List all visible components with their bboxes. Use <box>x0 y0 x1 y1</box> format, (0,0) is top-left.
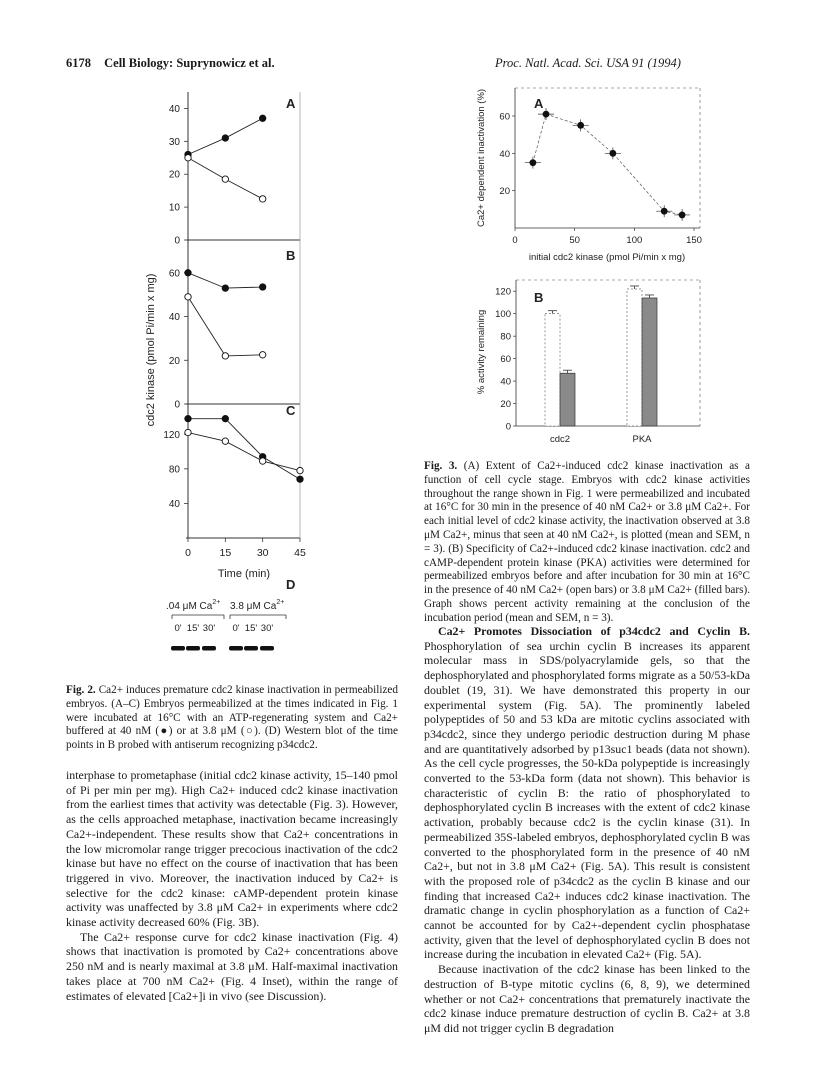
data-point-filled <box>222 415 228 421</box>
series-line <box>188 297 263 356</box>
y-tick-label: 20 <box>168 169 180 181</box>
body-paragraph: interphase to prometaphase (initial cdc2 kinase activity, 15–140 pmol of Pi per min per mg). High Ca2+ induced cdc2 kinase inactivation from the earliest times that activity was detectable (Fig. 3). However, as the cells approached metaphase, inactivation became increasingly Ca2+-independent. These results show that Ca2+ concentrations in the low micromolar range trigger precocious inactivation of the cdc2 kinase but have no effect on the course of inactivation that has been triggered in vivo. Moreover, the inactivation induced by Ca2+ is selective for the cdc2 kinase: cAMP-dependent protein kinase activity was unaffected by 3.8 μM Ca2+ in experiments where cdc2 kinase activity decreased 60% (Fig. 3B). <box>66 768 398 930</box>
blot-band <box>202 646 216 651</box>
fig3b-ylabel: % activity remaining <box>476 309 487 395</box>
fig2-caption-text: Ca2+ induces premature cdc2 kinase inactivation in permeabilized embryos. (A–C) Embryos permeabilized at the times indicated in Fig. 1 were incubated at 16°C with an ATP-regenerating system and Ca2+ buffered at 40 nM (●) or at 3.8 μM (○). (D) Western blot of the time points in B probed with antiserum recognizing p34cdc2. <box>66 684 398 752</box>
y-tick-label: 60 <box>499 111 510 123</box>
y-tick-label: 80 <box>168 464 180 476</box>
data-point-filled <box>185 415 191 421</box>
figure-3 <box>470 80 730 446</box>
x-tick-label: 0 <box>185 547 191 559</box>
y-tick-label: 120 <box>163 429 180 441</box>
blot-lane-label: 30' <box>260 623 274 634</box>
y-tick-label: 0 <box>174 235 180 247</box>
figure-2 <box>120 82 340 662</box>
left-column-text <box>66 768 398 1003</box>
data-point-open <box>259 352 265 358</box>
body-paragraph: The Ca2+ response curve for cdc2 kinase inactivation (Fig. 4) shows that inactivation is promoted by Ca2+ concentrations above 250 nM and is nearly maximal at 3.8 μM. Half-maximal inactivation takes place at 700 nM Ca2+ (Fig. 4 Inset), within the range of estimates of elevated [Ca2+]i in vivo (see Discussion). <box>66 929 398 1003</box>
data-point-open <box>185 155 191 161</box>
fig2-panel-B <box>169 240 300 411</box>
data-point-open <box>259 458 265 464</box>
bar-filled <box>560 373 575 426</box>
data-point <box>530 159 537 166</box>
series-line <box>188 419 300 480</box>
fig3-caption-label: Fig. 3. <box>424 460 458 472</box>
panel-label-A: A <box>286 96 296 111</box>
y-tick-label: 40 <box>500 376 511 388</box>
trend-line <box>533 114 682 215</box>
y-tick-label: 20 <box>499 186 510 198</box>
bar-filled <box>642 298 657 426</box>
y-tick-label: 0 <box>174 399 180 411</box>
y-tick-label: 30 <box>168 136 180 148</box>
data-point <box>679 212 686 219</box>
blot-band <box>186 646 200 651</box>
blot-band <box>244 646 258 651</box>
x-tick-label: 0 <box>512 235 518 246</box>
data-point-filled <box>297 476 303 482</box>
data-point-open <box>222 438 228 444</box>
x-tick-label: 150 <box>686 235 702 246</box>
blot-low-ca-label: .04 μM $Ca^{2+}$ <box>166 599 221 612</box>
x-tick-label: 50 <box>569 235 580 246</box>
y-tick-label: 20 <box>500 399 511 411</box>
fig2-xlabel: Time (min) <box>217 568 271 580</box>
fig3a-xlabel: initial cdc2 kinase (pmol Pi/min x mg) <box>528 252 686 263</box>
fig2-caption <box>66 684 398 753</box>
data-point-open <box>185 294 191 300</box>
x-tick-label: 45 <box>294 547 306 559</box>
blot-lane-label: 30' <box>202 623 216 634</box>
blot-lane-label: 0' <box>232 623 240 634</box>
fig3-caption <box>424 460 750 626</box>
data-point-filled <box>222 285 228 291</box>
data-point-open <box>222 353 228 359</box>
body-paragraph-text: Phosphorylation of sea urchin cyclin B increases its apparent molecular mass in SDS/polyacrylamide gels, so that the dephosphorylated and phosphorylated forms migrate as a 50/53-kDa doublet (19, 31). We have demonstrated this property in our experimental system (Fig. 5A). The prominently labeled polypeptides of 50 and 53 kDa are mitotic cyclins associated with p34cdc2, since they undergo periodic destruction during M phase and are quantitatively adsorbed by p13suc1 beads (data not shown). As the cell cycle progresses, the 50-kDa polypeptide is increasingly converted to the 53-kDa form (data not shown). This behavior is characteristic of cyclin B: the ratio of phosphorylated to dephosphorylated cyclin B increases with the extent of cdc2 kinase activation, probably because cdc2 is the cyclin kinase (31). In permeabilized 35S-labeled embryos, dephosphorylated cyclin B was converted to the phosphorylated form in the presence of 40 nM Ca2+, but not in 3.8 μM Ca2+ (Fig. 5A). This result is consistent with the proposed role of p34cdc2 as the cyclin B kinase and our finding that increased Ca2+ induces cdc2 kinase inactivation. The dramatic change in cyclin phosphorylation as a function of Ca2+ cannot be accounted for by Ca2+-dependent cyclin phosphatase activity, given that the level of dephosphorylated cyclin B does not increase during the incubation in elevated Ca2+ (Fig. 5A). <box>424 638 750 962</box>
page-number: 6178 <box>66 56 91 70</box>
panel-label-D: D <box>286 577 296 592</box>
y-tick-label: 100 <box>495 309 511 321</box>
fig2-panel-D <box>166 577 295 651</box>
x-tick-label: 100 <box>626 235 643 246</box>
y-tick-label: 40 <box>168 103 180 115</box>
bar-open <box>627 289 642 426</box>
fig3-panel-A <box>476 88 702 263</box>
y-tick-label: 60 <box>168 268 180 280</box>
blot-band <box>171 646 185 651</box>
data-point-filled <box>222 135 228 141</box>
blot-band <box>260 646 274 651</box>
x-category-label: cdc2 <box>549 434 571 445</box>
body-paragraph: Because inactivation of the cdc2 kinase has been linked to the destruction of B-type mitotic cyclins (6, 8, 9), we determined whether or not Ca2+ concentrations that prematurely inactivate the cdc2 kinase induce premature destruction of cyclin B. Ca2+ at 3.8 μM did not trigger cyclin B degradation <box>424 962 750 1035</box>
data-point-open <box>185 429 191 435</box>
data-point <box>577 122 584 129</box>
right-column-text <box>424 624 750 1036</box>
y-tick-label: 120 <box>495 286 511 298</box>
blot-high-ca-label: 3.8 μM $Ca^{2+}$ <box>230 599 285 612</box>
panel-label-B: B <box>286 248 296 263</box>
data-point-open <box>297 467 303 473</box>
blot-lane-label: 15' <box>186 623 200 634</box>
fig2-ylabel: cdc2 kinase (pmol Pi/min x mg) <box>145 273 157 427</box>
data-point-open <box>259 196 265 202</box>
y-tick-label: 60 <box>500 354 511 366</box>
bar-open <box>545 314 560 426</box>
x-category-label: PKA <box>632 434 652 445</box>
y-tick-label: 20 <box>168 355 180 367</box>
blot-lane-label: 0' <box>174 623 182 634</box>
blot-lane-label: 15' <box>244 623 258 634</box>
fig2-panel-A <box>169 92 300 247</box>
fig3-panel-label-A: A <box>534 96 544 111</box>
data-point <box>609 150 616 157</box>
fig2-caption-label: Fig. 2. <box>66 684 96 696</box>
data-point-open <box>222 176 228 182</box>
fig3-panel-label-B: B <box>534 290 544 305</box>
data-point-filled <box>259 115 265 121</box>
data-point-filled <box>259 284 265 290</box>
y-tick-label: 10 <box>168 202 180 214</box>
y-tick-label: 40 <box>168 312 180 324</box>
y-tick-label: 40 <box>168 498 180 510</box>
panel-label-C: C <box>286 403 296 418</box>
running-header-left <box>66 56 275 71</box>
fig3-panel-B <box>476 280 700 445</box>
fig2-panel-C <box>163 403 303 538</box>
data-point-filled <box>185 270 191 276</box>
x-tick-label: 30 <box>256 547 269 559</box>
section-title: Cell Biology: Suprynowicz et al. <box>104 56 275 70</box>
data-point <box>543 111 550 118</box>
data-point <box>661 208 668 215</box>
x-tick-label: 15 <box>219 547 232 559</box>
y-tick-label: 0 <box>505 421 511 433</box>
blot-band <box>229 646 243 651</box>
journal-citation: Proc. Natl. Acad. Sci. USA 91 (1994) <box>495 56 681 70</box>
y-tick-label: 40 <box>499 148 510 160</box>
fig3a-ylabel: Ca2+ dependent inactivation (%) <box>476 88 487 228</box>
fig3-caption-text: (A) Extent of Ca2+-induced cdc2 kinase inactivation as a function of cell cycle stage. Embryos with cdc2 kinase activities throughout the range shown in Fig. 1 were permeabilized and incubated at 16°C for 30 min in the presence of 40 nM Ca2+ or 3.8 μM Ca2+. For each initial level of cdc2 kinase activity, the inactivation observed at 3.8 μM Ca2+, minus that seen at 40 nM Ca2+, is plotted (mean and SEM, n = 3). (B) Specificity of Ca2+-induced cdc2 kinase inactivation. cdc2 and cAMP-dependent protein kinase (PKA) activities were determined for permeabilized embryos before and after incubation for 30 min at 16°C in the presence of 40 nM Ca2+ (open bars) or 3.8 μM Ca2+ (filled bars). Graph shows percent activity remaining at the conclusion of the incubation period (mean and SEM, n = 3). <box>424 460 750 624</box>
section-heading: Ca2+ Promotes Dissociation of p34cdc2 and Cyclin B. <box>438 624 750 638</box>
y-tick-label: 80 <box>500 331 511 343</box>
body-paragraph-with-heading <box>424 624 750 962</box>
